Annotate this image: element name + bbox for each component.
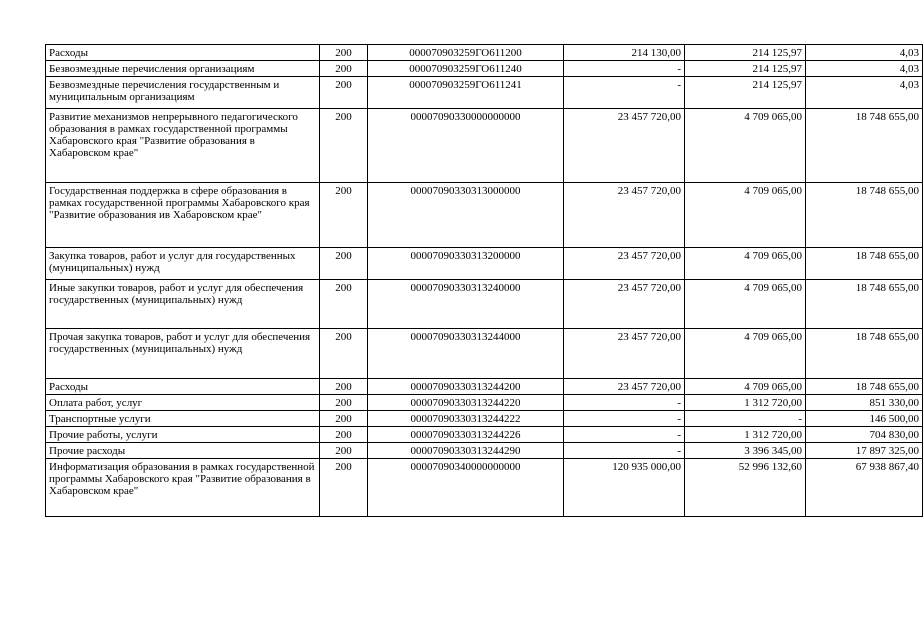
row-executed-cell: 214 125,97: [685, 45, 806, 61]
row-name-cell: Прочие работы, услуги: [46, 427, 320, 443]
row-approved-cell: -: [564, 443, 685, 459]
row-code-cell: 200: [320, 183, 368, 248]
row-name-cell: Оплата работ, услуг: [46, 395, 320, 411]
row-code-cell: 200: [320, 329, 368, 379]
row-approved-cell: 120 935 000,00: [564, 459, 685, 517]
row-executed-cell: 4 709 065,00: [685, 379, 806, 395]
table-row: [46, 248, 923, 280]
row-approved-cell: -: [564, 61, 685, 77]
row-approved-cell: 23 457 720,00: [564, 329, 685, 379]
row-code-cell: 200: [320, 109, 368, 183]
row-name-cell: Развитие механизмов непрерывного педагогического образования в рамках государственной программы Хабаровского края "Развитие образования в Хабаровском крае": [46, 109, 320, 183]
row-name-cell: Прочая закупка товаров, работ и услуг для обеспечения государственных (муниципальных) нужд: [46, 329, 320, 379]
table-row: [46, 77, 923, 109]
row-kbk-cell: 00007090340000000000: [368, 459, 564, 517]
row-kbk-cell: 00007090330313244200: [368, 379, 564, 395]
row-approved-cell: -: [564, 427, 685, 443]
row-code-cell: 200: [320, 248, 368, 280]
row-approved-cell: 23 457 720,00: [564, 183, 685, 248]
row-name-cell: Иные закупки товаров, работ и услуг для обеспечения государственных (муниципальных) нужд: [46, 280, 320, 329]
row-code-cell: 200: [320, 411, 368, 427]
row-executed-cell: 4 709 065,00: [685, 109, 806, 183]
row-unexecuted-cell: 67 938 867,40: [806, 459, 923, 517]
row-unexecuted-cell: 4,03: [806, 77, 923, 109]
row-executed-cell: 4 709 065,00: [685, 329, 806, 379]
table-row: [46, 109, 923, 183]
row-kbk-cell: 00007090330000000000: [368, 109, 564, 183]
row-approved-cell: -: [564, 411, 685, 427]
row-unexecuted-cell: 18 748 655,00: [806, 248, 923, 280]
row-code-cell: 200: [320, 379, 368, 395]
row-approved-cell: 23 457 720,00: [564, 248, 685, 280]
row-unexecuted-cell: 18 748 655,00: [806, 280, 923, 329]
row-unexecuted-cell: 18 748 655,00: [806, 329, 923, 379]
row-unexecuted-cell: 704 830,00: [806, 427, 923, 443]
row-code-cell: 200: [320, 459, 368, 517]
row-code-cell: 200: [320, 45, 368, 61]
row-code-cell: 200: [320, 77, 368, 109]
row-unexecuted-cell: 851 330,00: [806, 395, 923, 411]
row-kbk-cell: 00007090330313244226: [368, 427, 564, 443]
table-row: [46, 280, 923, 329]
row-name-cell: Прочие расходы: [46, 443, 320, 459]
row-kbk-cell: 00007090330313244290: [368, 443, 564, 459]
row-executed-cell: 52 996 132,60: [685, 459, 806, 517]
table-row: [46, 459, 923, 517]
row-kbk-cell: 000070903259ГО611240: [368, 61, 564, 77]
row-approved-cell: -: [564, 77, 685, 109]
row-kbk-cell: 00007090330313200000: [368, 248, 564, 280]
row-kbk-cell: 00007090330313000000: [368, 183, 564, 248]
table-row: [46, 45, 923, 61]
row-name-cell: Безвозмездные перечисления государственным и муниципальным организациям: [46, 77, 320, 109]
row-approved-cell: 23 457 720,00: [564, 109, 685, 183]
row-unexecuted-cell: 4,03: [806, 61, 923, 77]
row-name-cell: Закупка товаров, работ и услуг для государственных (муниципальных) нужд: [46, 248, 320, 280]
row-unexecuted-cell: 18 748 655,00: [806, 183, 923, 248]
row-executed-cell: 214 125,97: [685, 77, 806, 109]
row-code-cell: 200: [320, 427, 368, 443]
row-code-cell: 200: [320, 280, 368, 329]
row-unexecuted-cell: 146 500,00: [806, 411, 923, 427]
row-code-cell: 200: [320, 443, 368, 459]
table-row: [46, 395, 923, 411]
row-kbk-cell: 000070903259ГО611200: [368, 45, 564, 61]
row-name-cell: Расходы: [46, 379, 320, 395]
table-row: [46, 61, 923, 77]
row-name-cell: Расходы: [46, 45, 320, 61]
row-approved-cell: 23 457 720,00: [564, 379, 685, 395]
row-approved-cell: 214 130,00: [564, 45, 685, 61]
row-executed-cell: 4 709 065,00: [685, 183, 806, 248]
row-unexecuted-cell: 18 748 655,00: [806, 379, 923, 395]
row-executed-cell: -: [685, 411, 806, 427]
row-executed-cell: 1 312 720,00: [685, 427, 806, 443]
row-executed-cell: 4 709 065,00: [685, 248, 806, 280]
table-row: [46, 427, 923, 443]
row-executed-cell: 1 312 720,00: [685, 395, 806, 411]
row-unexecuted-cell: 17 897 325,00: [806, 443, 923, 459]
row-name-cell: Информатизация образования в рамках государственной программы Хабаровского края "Развитие образования в Хабаровском крае": [46, 459, 320, 517]
row-kbk-cell: 00007090330313240000: [368, 280, 564, 329]
row-name-cell: Безвозмездные перечисления организациям: [46, 61, 320, 77]
table-row: [46, 443, 923, 459]
row-code-cell: 200: [320, 395, 368, 411]
row-kbk-cell: 00007090330313244000: [368, 329, 564, 379]
table-row: [46, 183, 923, 248]
row-kbk-cell: 00007090330313244222: [368, 411, 564, 427]
budget-table: [45, 44, 923, 517]
row-executed-cell: 3 396 345,00: [685, 443, 806, 459]
row-name-cell: Государственная поддержка в сфере образования в рамках государственной программы Хабаровского края "Развитие образования ив Хабаровском крае": [46, 183, 320, 248]
table-row: [46, 329, 923, 379]
row-name-cell: Транспортные услуги: [46, 411, 320, 427]
row-executed-cell: 214 125,97: [685, 61, 806, 77]
row-unexecuted-cell: 4,03: [806, 45, 923, 61]
table-row: [46, 379, 923, 395]
row-kbk-cell: 000070903259ГО611241: [368, 77, 564, 109]
row-unexecuted-cell: 18 748 655,00: [806, 109, 923, 183]
row-executed-cell: 4 709 065,00: [685, 280, 806, 329]
row-code-cell: 200: [320, 61, 368, 77]
table-row: [46, 411, 923, 427]
row-kbk-cell: 00007090330313244220: [368, 395, 564, 411]
row-approved-cell: 23 457 720,00: [564, 280, 685, 329]
row-approved-cell: -: [564, 395, 685, 411]
